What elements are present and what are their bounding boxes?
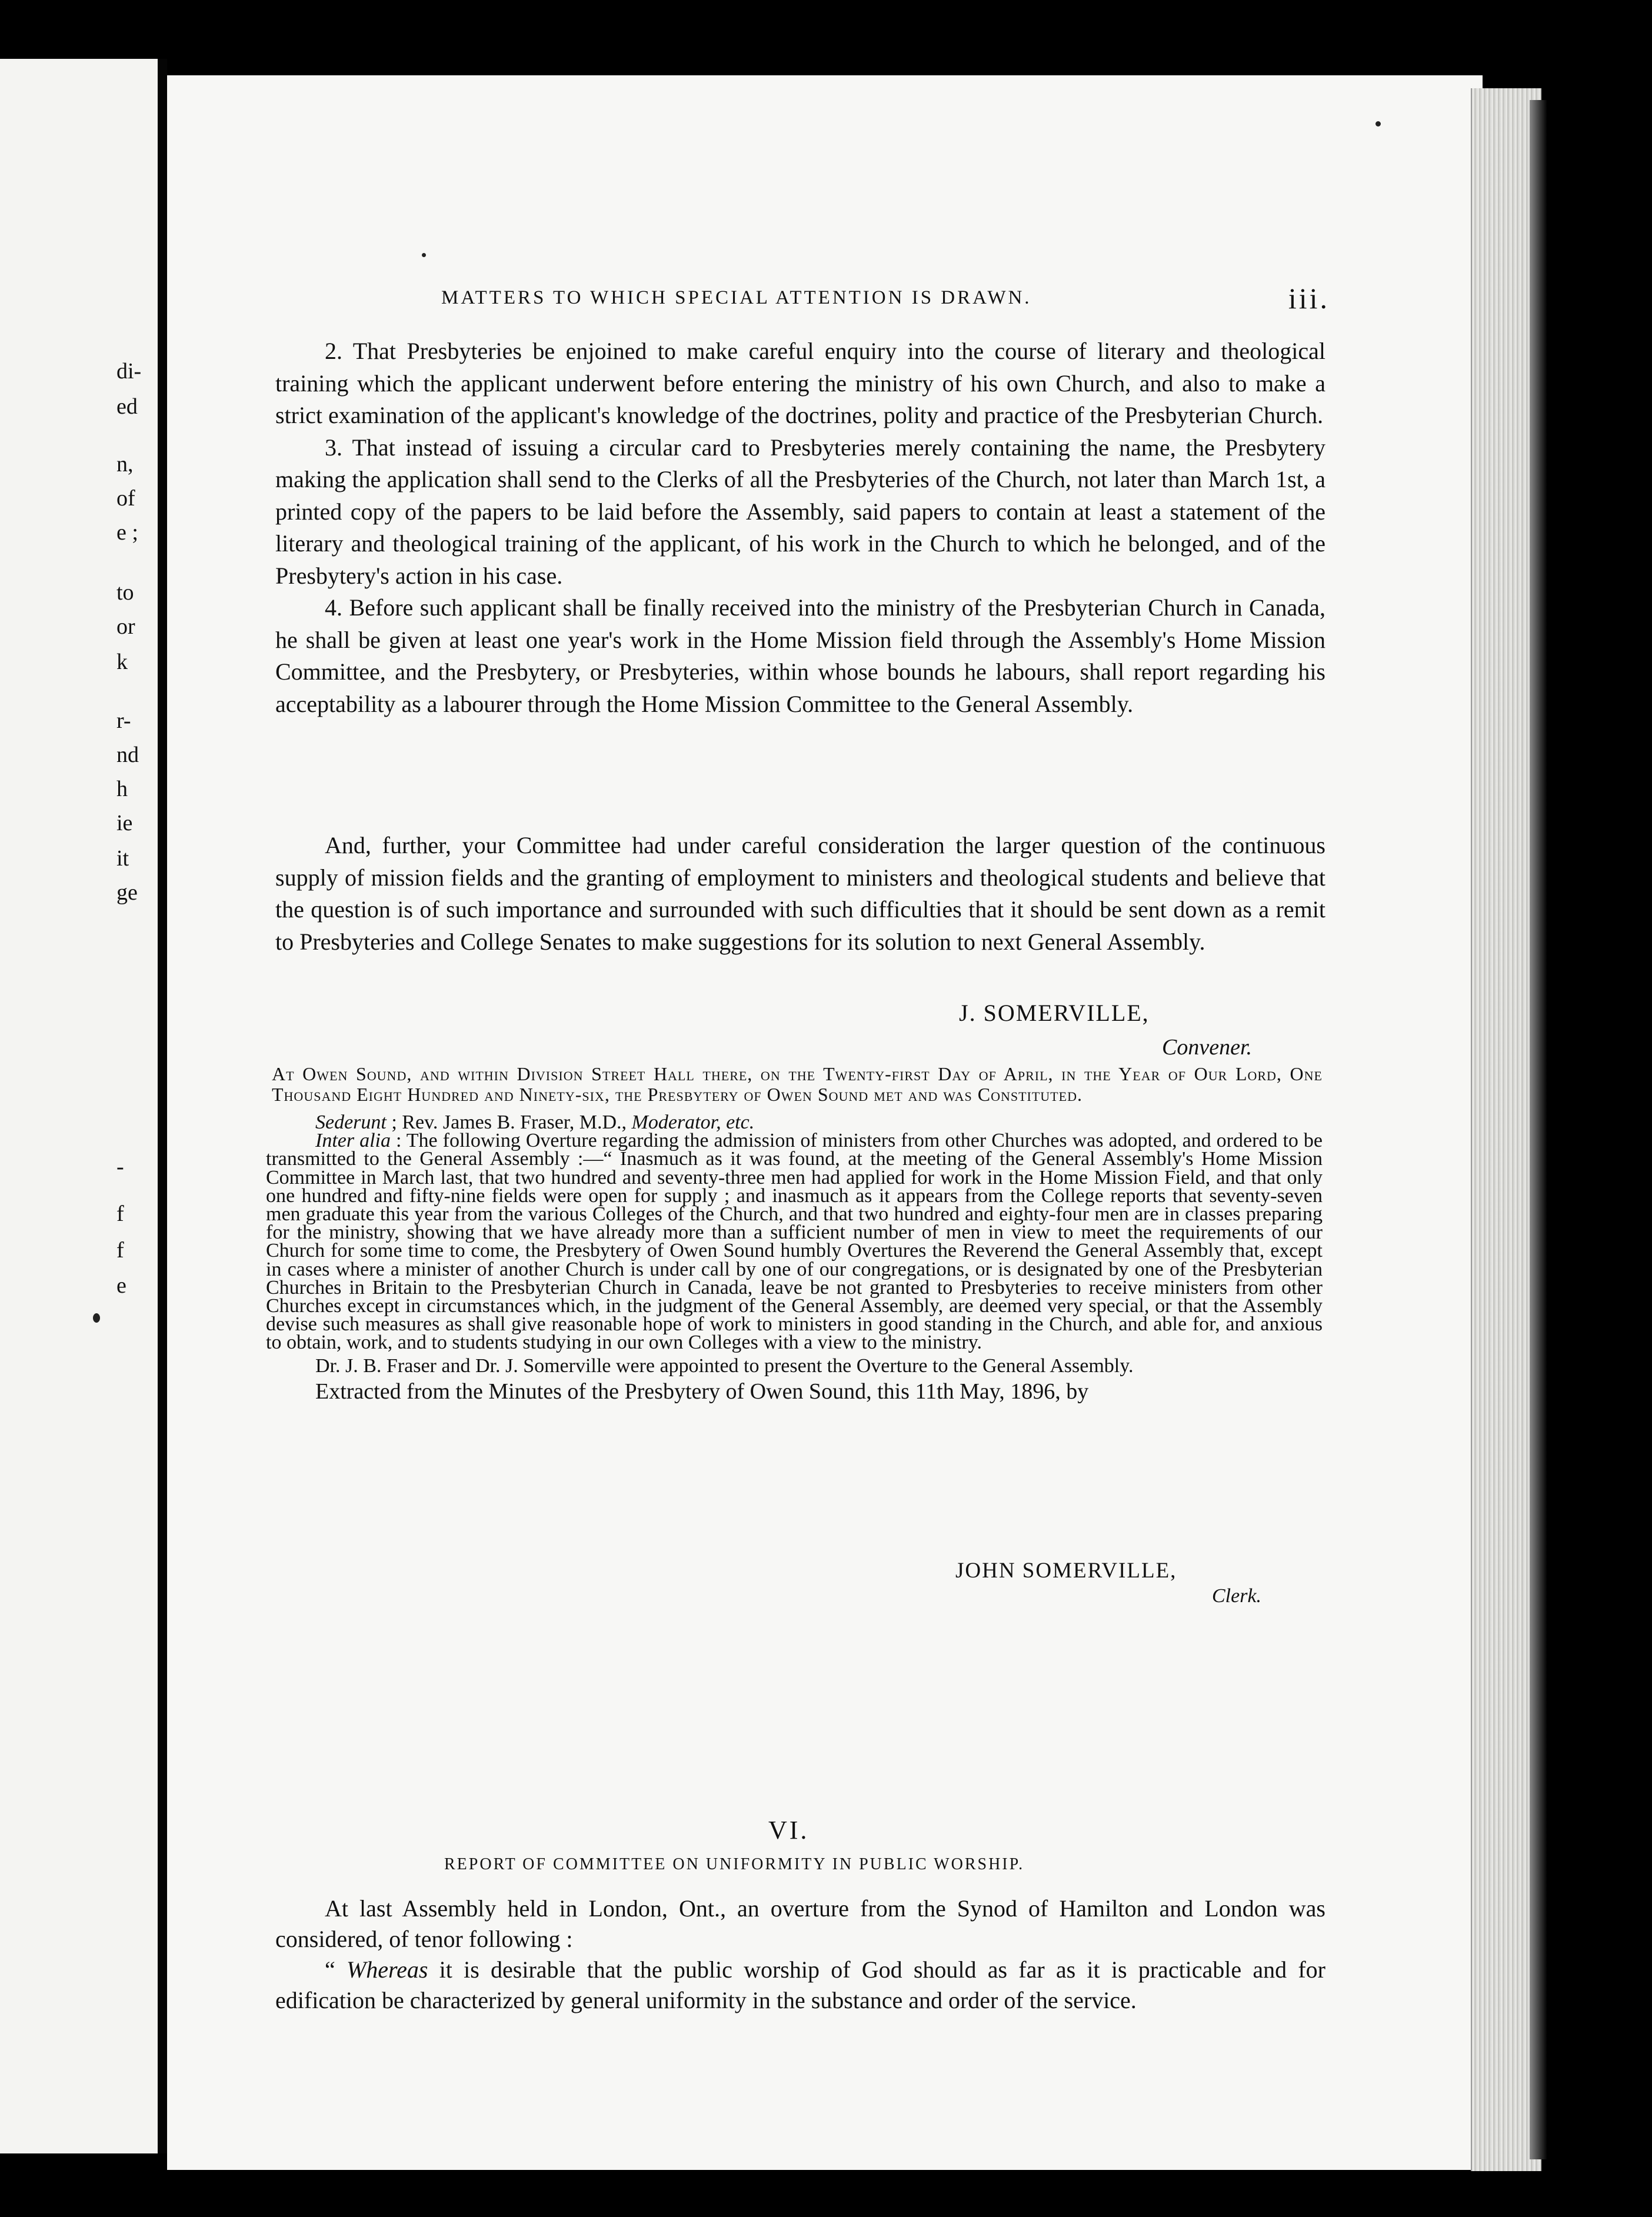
report-paragraph-1: At last Assembly held in London, Ont., an overture from the Synod of Hamilton and London was considered, of tenor following : — [275, 1895, 1325, 1952]
committee-paragraph — [275, 830, 1325, 958]
sederunt — [266, 1113, 1323, 1131]
section-number: VI. — [768, 1816, 810, 1845]
whereas-word: Whereas — [346, 1956, 428, 1983]
extract-note: Extracted from the Minutes of the Presbytery of Owen Sound, this 11th May, 1896, by — [315, 1379, 1089, 1404]
facing-page-fragment: it — [116, 846, 129, 871]
facing-page-fragment: di- — [116, 359, 142, 384]
facing-page-fragment: ge — [116, 880, 138, 905]
report-paragraph-2-text: it is desirable that the public worship of God should as far as it is practicable and for edification be characterized by general uniformity in the substance and order of the service. — [275, 1956, 1325, 2013]
resolution-2: 2. That Presbyteries be enjoined to make careful enquiry into the course of literary and theological training which the applicant underwent before entering the ministry of his own Church, and also to make a strict examination of the applicant's knowledge of the doctrines, polity and practice of the Presbyterian Church. — [275, 338, 1325, 428]
print-speck — [1375, 121, 1381, 127]
print-speck — [422, 253, 426, 257]
running-title: MATTERS TO WHICH SPECIAL ATTENTION IS DRAWN. — [441, 287, 1032, 308]
section-title: REPORT OF COMMITTEE ON UNIFORMITY IN PUBLIC WORSHIP. — [444, 1855, 1025, 1873]
sederunt-label: Sederunt — [315, 1111, 387, 1133]
facing-page-fragment: ie — [116, 811, 133, 835]
report-paragraph-2 — [275, 1955, 1325, 2016]
report-body — [275, 1893, 1325, 2016]
facing-page-fragment: n, — [116, 452, 134, 477]
overture-text: : The following Overture regarding the admission of ministers from other Churches was adopted, and ordered to be transmitted to the General Assembly :—“ Inasmuch as it was found, at the meeting of the General Assembly's Home Mission Committee in March last, that two hundred and seventy-three men had applied for work in the Home Mission Field, and that only one hundred and fifty-nine fields were open for supply ; and inasmuch as it appears from the College reports that seventy-seven men graduate this year from the various Colleges of the Church, and that two hundred and eighty-four men are in classes preparing for the ministry, showing that we have already more than a sufficient number of men in view to meet the requirements of our Church for some time to come, the Presbytery of Owen Sound humbly Overtures the Reverend the General Assembly that, except in cases where a minister of another Church is under call by one of our congregations, or is designated by one of the Presbyterian Churches in Britain to the Presbyterian Church in Canada, leave be not granted to Presbyteries to receive ministers from other Churches except in circumstances which, in the judgment of the General Assembly, are deemed very special, or that the Assembly devise such measures as shall give reasonable hope of work to ministers in good standing in the Church, and able for, and anxious to obtain, work, and to students studying in our own Colleges with a view to the ministry. — [266, 1130, 1323, 1354]
resolutions — [275, 335, 1325, 720]
presbytery-minutes — [266, 1063, 1323, 1607]
inter-alia-label: Inter alia — [315, 1130, 391, 1152]
running-head — [277, 281, 1330, 317]
minutes-heading: At Owen Sound, and within Division Street Hall there, on the Twenty-first Day of April, in the Year of Our Lord, One Thousand Eight Hundred and Ninety-six, the Presbytery of Owen Sound met and was Constituted. — [272, 1063, 1323, 1105]
overture — [266, 1130, 1323, 1354]
page-number: iii. — [1288, 282, 1330, 315]
appointment: Dr. J. B. Fraser and Dr. J. Somerville were appointed to present the Overture to the General Assembly. — [315, 1354, 1134, 1377]
page-edge-shadow — [1530, 100, 1547, 2159]
facing-page — [0, 59, 158, 2153]
facing-page-fragment: k — [116, 650, 128, 674]
facing-page-fragment: ed — [116, 394, 138, 419]
committee-paragraph-text: And, further, your Committee had under careful consideration the larger question of the continuous supply of mission fields and the granting of employment to ministers and theological students and believe that the question is of such importance and surrounded with such difficulties that it should be sent down as a remit to Presbyteries and College Senates to make suggestions for its solution to next General Assembly. — [275, 832, 1325, 955]
facing-page-fragment: to — [116, 580, 134, 605]
facing-page-fragment: h — [116, 777, 128, 801]
clerk-name: JOHN SOMERVILLE, — [955, 1559, 1177, 1583]
facing-page-fragment: nd — [116, 743, 139, 767]
facing-page-fragment: f — [116, 1238, 124, 1263]
facing-page-fragment: r- — [116, 708, 131, 733]
facing-page-fragment: of — [116, 486, 135, 511]
resolution-3: 3. That instead of issuing a circular card to Presbyteries merely containing the name, the Presbytery making the application shall send to the Clerks of all the Presbyteries of the Church, not later than March 1st, a printed copy of the papers to be laid before the Assembly, said papers to contain at least a statement of the literary and theological training of the applicant, of his work in the Church to which he belonged, and of the Presbytery's action in his case. — [275, 434, 1325, 589]
open-quote: “ — [325, 1956, 347, 1983]
book-gutter — [158, 59, 167, 2153]
facing-page-fragment: e ; — [116, 520, 138, 545]
convener-name: J. SOMERVILLE, — [959, 1000, 1150, 1026]
facing-page-fragment: or — [116, 614, 135, 639]
print-speck — [93, 1313, 100, 1323]
resolution-4: 4. Before such applicant shall be finally received into the ministry of the Presbyterian Church in Canada, he shall be given at least one year's work in the Home Mission field through the Assembly's Home Mission Committee, and the Presbytery, or Presbyteries, within whose bounds he labours, shall report regarding his acceptability as a labourer through the Home Mission Committee to the General Assembly. — [275, 594, 1325, 717]
facing-page-fragment: f — [116, 1201, 124, 1226]
facing-page-fragment: - — [116, 1154, 124, 1179]
sederunt-text: ; Rev. James B. Fraser, M.D., — [386, 1111, 632, 1133]
convener-title: Convener. — [1162, 1035, 1253, 1060]
sederunt-role: Moderator, etc. — [631, 1111, 755, 1133]
facing-page-fragment: e — [116, 1273, 126, 1298]
clerk-title: Clerk. — [1212, 1585, 1262, 1607]
